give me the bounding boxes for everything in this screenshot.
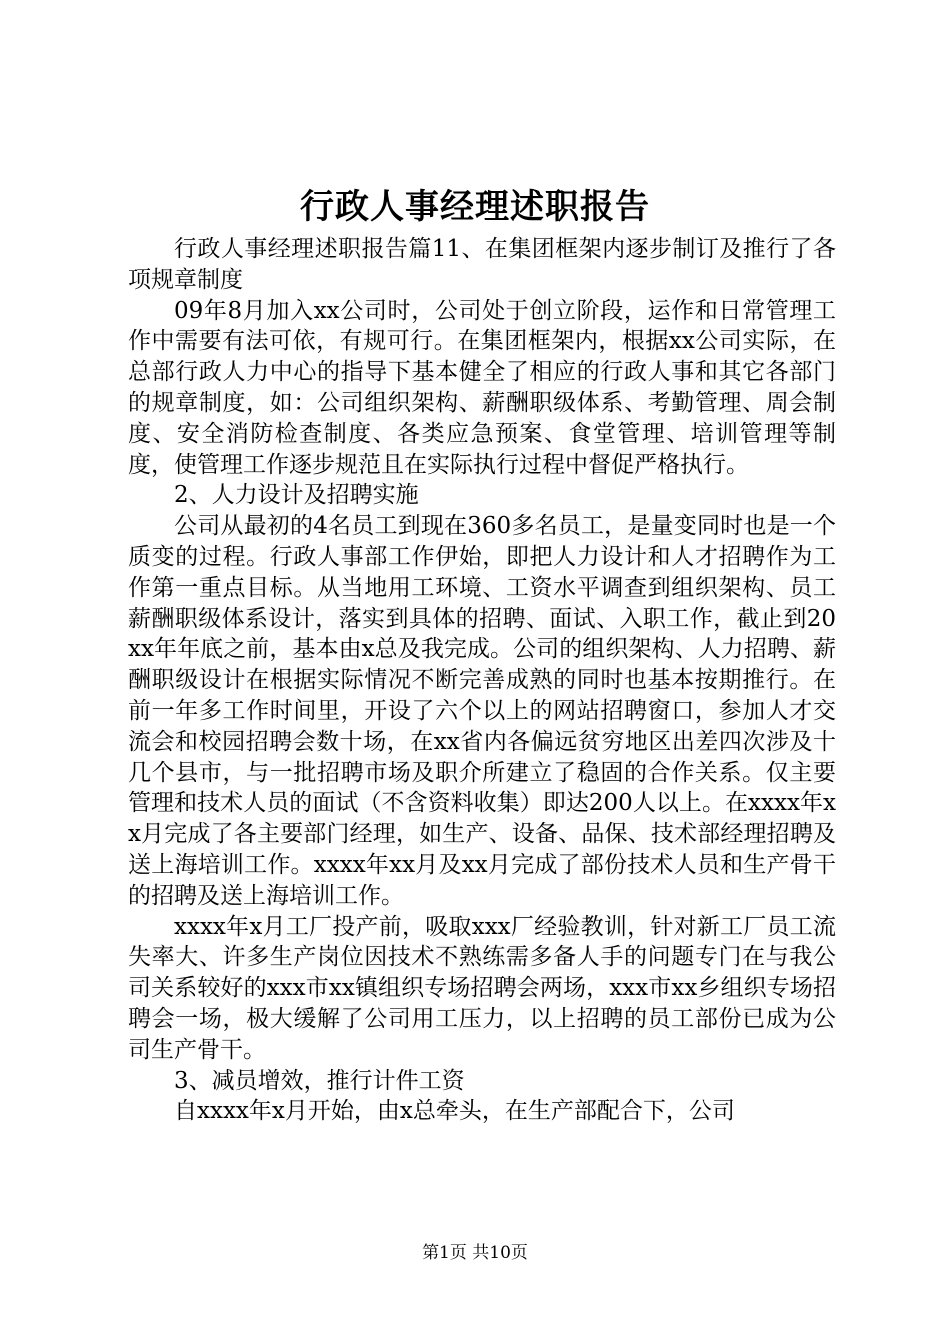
page-number-footer: 第1页 共10页 — [422, 1243, 528, 1263]
document-title: 行政人事经理述职报告 — [300, 187, 650, 227]
paragraph-rules: 09年8月加入xx公司时，公司处于创立阶段，运作和日常管理工作中需要有法可依，有规可行。在集团框架内，根据xx公司实际，在总部行政人力中心的指导下基本健全了相应的行政人事和其它各部门的规章制度，如：公司组织架构、薪酬职级体系、考勤管理、周会制度、安全消防检查制度、各类应急预案、食堂管理、培训管理等制度，使管理工作逐步规范且在实际执行过程中督促严格执行。 — [128, 297, 836, 478]
paragraph-intro: 行政人事经理述职报告篇11、在集团框架内逐步制订及推行了各项规章制度 — [128, 236, 836, 293]
paragraph-piece-wage: 自xxxx年x月开始，由x总牵头，在生产部配合下，公司 — [174, 1098, 735, 1125]
section-heading-piece-wage: 3、减员增效，推行计件工资 — [174, 1067, 465, 1094]
paragraph-recruitment: 公司从最初的4名员工到现在360多名员工，是量变同时也是一个质变的过程。行政人事部工作伊始，即把人力设计和人才招聘作为工作第一重点目标。从当地用工环境、工资水平调查到组织架构、员工薪酬职级体系设计，落实到具体的招聘、面试、入职工作，截止到20xx年年底之前，基本由x总及我完成。公司的组织架构、人力招聘、薪酬职级设计在根据实际情况不断完善成熟的同时也基本按期推行。在前一年多工作时间里，开设了六个以上的网站招聘窗口，参加人才交流会和校园招聘会数十场，在xx省内各偏远贫穷地区出差四次涉及十几个县市，与一批招聘市场及职介所建立了稳固的合作关系。仅主要管理和技术人员的面试（不含资料收集）即达200人以上。在xxxx年xx月完成了各主要部门经理，如生产、设备、品保、技术部经理招聘及送上海培训工作。xxxx年xx月及xx月完成了部份技术人员和生产骨干的招聘及送上海培训工作。 — [128, 513, 836, 909]
section-heading-recruitment: 2、人力设计及招聘实施 — [174, 482, 419, 509]
document-body — [128, 234, 836, 1127]
paragraph-production-hiring: xxxx年x月工厂投产前，吸取xxx厂经验教训，针对新工厂员工流失率大、许多生产岗位因技术不熟练需多备人手的问题专门在与我公司关系较好的xxx市xx镇组织专场招聘会两场，xxx市xx乡组织专场招聘会一场，极大缓解了公司用工压力，以上招聘的员工部份已成为公司生产骨干。 — [128, 913, 836, 1063]
